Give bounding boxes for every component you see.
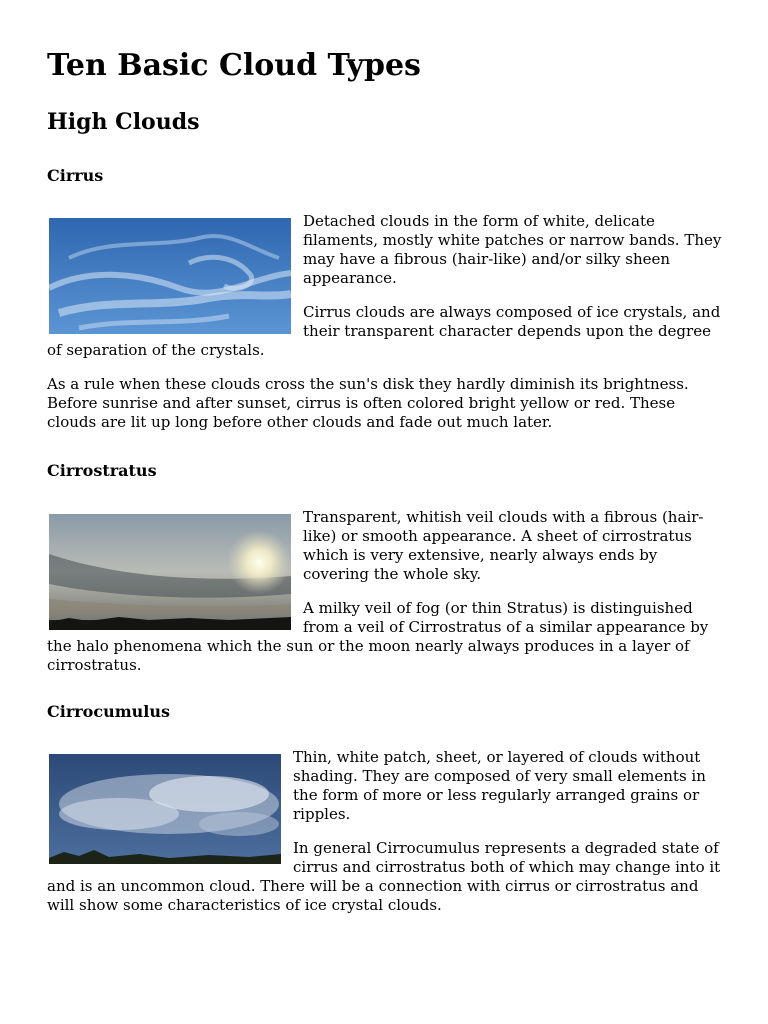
cirrocumulus-heading: Cirrocumulus [47, 702, 170, 721]
cirrus-paragraph-1: Detached clouds in the form of white, delicate filaments, mostly white patches or narrow bands. They may have a fibrous (hair-like) and/or silky sheen appearance. [303, 212, 722, 287]
cirrostratus-section [47, 508, 727, 690]
cirrocumulus-photo [49, 754, 281, 864]
cirrus-heading: Cirrus [47, 166, 104, 185]
cirrostratus-photo [49, 514, 291, 630]
cirrostratus-paragraph-2: A milky veil of fog (or thin Stratus) is distinguished from a veil of Cirrostratus of a similar appearance by the halo phenomena which the sun or the moon nearly always produces in a layer of cirrostratus. [47, 599, 709, 674]
cirrostratus-paragraph-1: Transparent, whitish veil clouds with a fibrous (hair-like) or smooth appearance. A sheet of cirrostratus which is very extensive, nearly always ends by covering the whole sky. [303, 508, 704, 583]
cirrostratus-heading: Cirrostratus [47, 461, 157, 480]
cirrocumulus-section [47, 748, 727, 930]
page-title: Ten Basic Cloud Types [47, 48, 421, 83]
cirrus-photo [49, 218, 291, 334]
cirrocumulus-paragraph-1: Thin, white patch, sheet, or layered of clouds without shading. They are composed of very small elements in the form of more or less regularly arranged grains or ripples. [293, 748, 706, 823]
cirrocumulus-paragraph-2: In general Cirrocumulus represents a degraded state of cirrus and cirrostratus both of which may change into it and is an uncommon cloud. There will be a connection with cirrus or cirrostratus and will show some characteristics of ice crystal clouds. [47, 839, 721, 914]
cirrus-paragraph-3: As a rule when these clouds cross the sun's disk they hardly diminish its brightness. Before sunrise and after sunset, cirrus is often colored bright yellow or red. These clouds are lit up long before other clouds and fade out much later. [47, 375, 689, 431]
cirrus-section [47, 212, 727, 447]
cirrus-paragraph-2: Cirrus clouds are always composed of ice crystals, and their transparent character depends upon the degree of separation of the crystals. [47, 303, 721, 359]
section-heading-high-clouds: High Clouds [47, 109, 200, 135]
